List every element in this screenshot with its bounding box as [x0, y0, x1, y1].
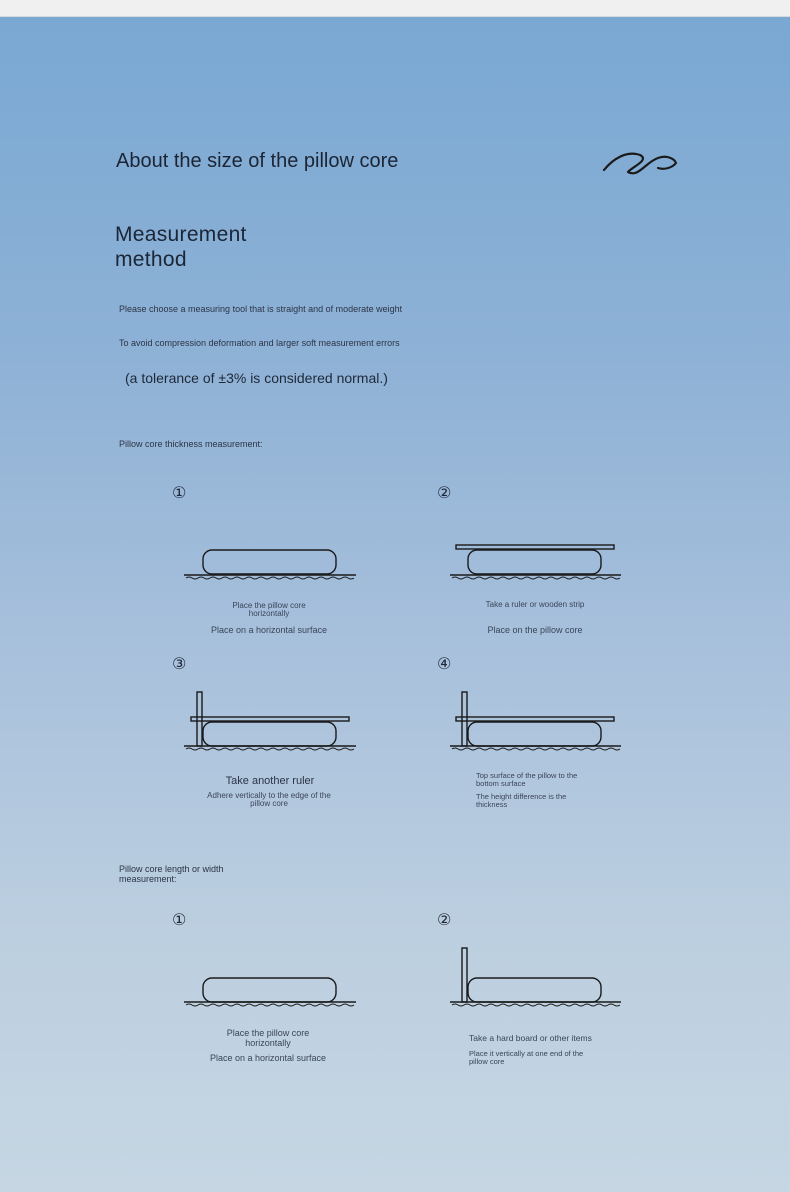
section-heading-method: Measurement method: [115, 223, 247, 271]
diagram-thickness-4: [450, 692, 621, 750]
note-compression: To avoid compression deformation and larger soft measurement errors: [119, 338, 400, 348]
caption-main: Place the pillow core horizontally: [226, 1028, 310, 1048]
caption: Place on a horizontal surface: [209, 1053, 327, 1063]
step-number: ①: [172, 485, 187, 502]
diagram-length-1: [184, 978, 356, 1006]
note-measuring-tool: Please choose a measuring tool that is straight and of moderate weight: [119, 304, 403, 314]
page-title: About the size of the pillow core: [116, 150, 399, 172]
diagram-length-2: [450, 948, 621, 1006]
step-number: ②: [437, 912, 452, 929]
caption: Place on the pillow core: [487, 625, 583, 635]
caption-main: Take another ruler: [225, 775, 315, 787]
diagram-thickness-1: [184, 550, 356, 579]
caption-b: Place it vertically at one end of the pillow core: [469, 1049, 584, 1066]
step-number: ③: [172, 656, 187, 673]
note-tolerance: (a tolerance of ±3% is considered normal.): [125, 370, 388, 386]
step-number: ④: [437, 656, 452, 673]
length-section-label: Pillow core length or width measurement:: [119, 864, 224, 884]
thickness-section-label: Pillow core thickness measurement:: [119, 439, 263, 449]
caption-a: Top surface of the pillow to the bottom surface: [476, 771, 578, 788]
caption-a: Take a hard board or other items: [469, 1033, 592, 1043]
caption-small: Place the pillow core horizontally: [232, 601, 306, 618]
step-number: ①: [172, 912, 187, 929]
caption-b: The height difference is the thickness: [476, 792, 567, 809]
step-number: ②: [437, 485, 452, 502]
diagram-thickness-3: [184, 692, 356, 750]
caption: Place on a horizontal surface: [210, 625, 328, 635]
wave-logo-icon: [604, 154, 676, 174]
caption-small: Adhere vertically to the edge of the pillow core: [207, 791, 331, 808]
caption-small: Take a ruler or wooden strip: [485, 600, 585, 609]
diagram-thickness-2: [450, 545, 621, 579]
